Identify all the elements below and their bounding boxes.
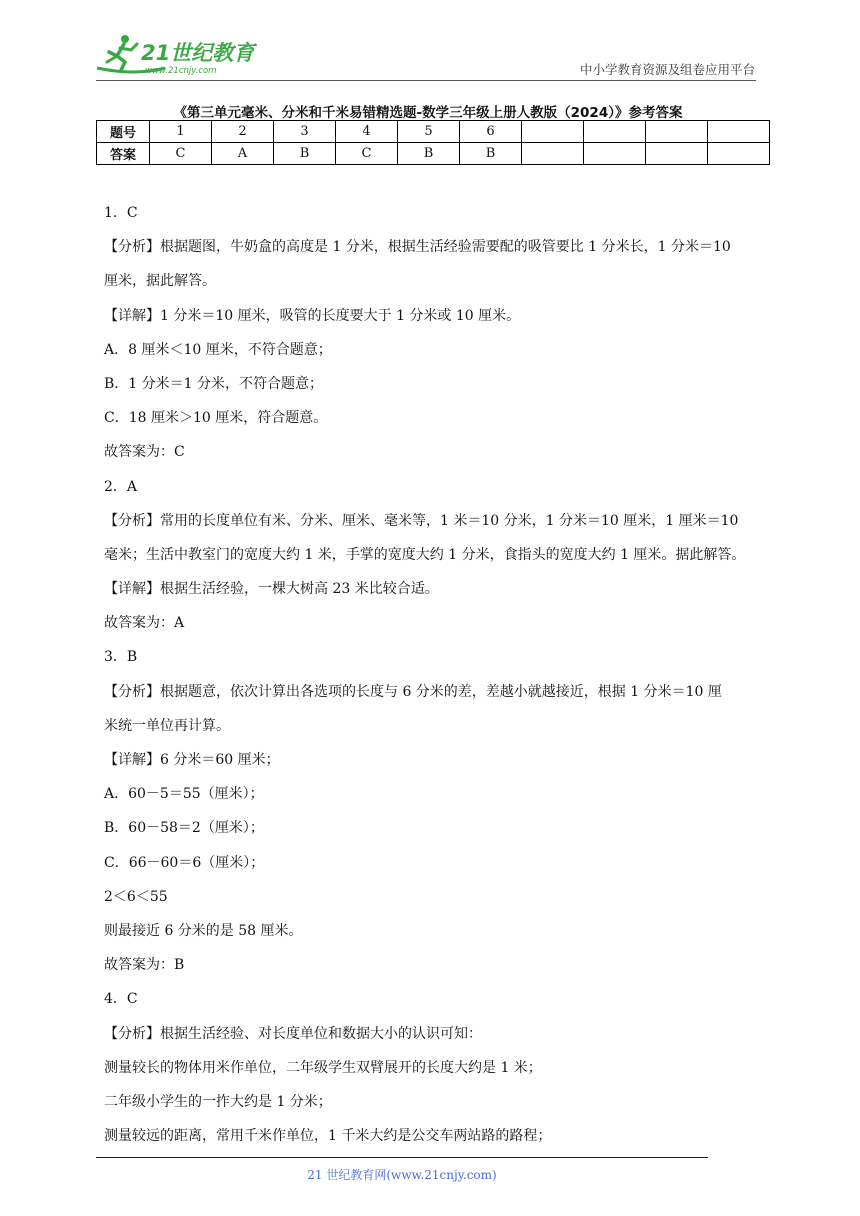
- answer-table-answer-row: [97, 143, 770, 165]
- option-text: A．60－5＝55（厘米）；: [104, 786, 264, 803]
- question-number-cell: [708, 121, 770, 143]
- question-number-cell: 3: [274, 121, 336, 143]
- footer-link[interactable]: 21 世纪教育网(www.21cnjy.com): [307, 1168, 497, 1182]
- analysis-text: 毫米；生活中教室门的宽度大约 1 米，手掌的宽度大约 1 分米，食指头的宽度大约 1 厘米。据此解答。: [104, 546, 746, 563]
- question-number-cell: [584, 121, 646, 143]
- question-number-cell: 1: [150, 121, 212, 143]
- analysis-text: 【分析】根据题图，牛奶盒的高度是 1 分米，根据生活经验需要配的吸管要比 1 分米长，1 分米＝10: [104, 239, 731, 256]
- option-text: C．18 厘米＞10 厘米，符合题意。: [104, 410, 328, 427]
- answer-heading: 2．A: [104, 478, 138, 495]
- detail-text: 则最接近 6 分米的是 58 厘米。: [104, 922, 303, 939]
- platform-label: 中小学教育资源及组卷应用平台: [579, 62, 755, 77]
- answer-cell: B: [274, 143, 336, 165]
- answer-table-number-row: [97, 121, 770, 143]
- question-number-cell: 6: [460, 121, 522, 143]
- answer-cell: B: [398, 143, 460, 165]
- answer-cell: [522, 143, 584, 165]
- answer-table: [96, 120, 770, 165]
- footer-divider: [96, 1157, 708, 1158]
- answer-cell: A: [212, 143, 274, 165]
- runner-logo-icon: [95, 32, 265, 80]
- header-divider: [96, 80, 756, 81]
- answer-cell: C: [150, 143, 212, 165]
- analysis-text: 【分析】根据生活经验、对长度单位和数据大小的认识可知：: [104, 1025, 482, 1042]
- site-logo: [95, 32, 265, 80]
- solution-body: [104, 196, 776, 1153]
- answer-cell: [708, 143, 770, 165]
- answer-heading: 3．B: [104, 649, 138, 666]
- option-text: B．1 分米＝1 分米，不符合题意；: [104, 375, 324, 392]
- analysis-text: 测量较远的距离，常用千米作单位，1 千米大约是公交车两站路的路程；: [104, 1128, 552, 1145]
- analysis-text: 【分析】根据题意，依次计算出各选项的长度与 6 分米的差，差越小就越接近，根据 1 分米＝10 厘: [104, 683, 722, 700]
- detail-text: 【详解】根据生活经验，一棵大树高 23 米比较合适。: [104, 581, 439, 598]
- answer-heading: 1．C: [104, 205, 138, 221]
- answer-cell: B: [460, 143, 522, 165]
- question-number-cell: [522, 121, 584, 143]
- conclusion-text: 故答案为：B: [104, 957, 185, 974]
- answer-cell: [646, 143, 708, 165]
- conclusion-text: 故答案为：C: [104, 444, 185, 461]
- logo-url: www.21cnjy.com: [145, 66, 217, 76]
- number-row-label: 题号: [97, 121, 150, 143]
- analysis-text: 【分析】常用的长度单位有米、分米、厘米、毫米等，1 米＝10 分米，1 分米＝10 厘米，1 厘米＝10: [104, 512, 739, 529]
- analysis-text: 厘米，据此解答。: [104, 273, 216, 290]
- document-title: 《第三单元毫米、分米和千米易错精选题-数学三年级上册人教版（2024）》参考答案: [173, 105, 683, 121]
- question-number-cell: [646, 121, 708, 143]
- question-number-cell: 4: [336, 121, 398, 143]
- option-text: C．66－60＝6（厘米）；: [104, 854, 265, 871]
- answer-cell: C: [336, 143, 398, 165]
- analysis-text: 二年级小学生的一拃大约是 1 分米；: [104, 1093, 332, 1110]
- answer-row-label: 答案: [97, 143, 150, 165]
- analysis-text: 测量较长的物体用米作单位，二年级学生双臂展开的长度大约是 1 米；: [104, 1059, 542, 1076]
- conclusion-text: 故答案为：A: [104, 615, 185, 632]
- detail-text: 【详解】1 分米＝10 厘米，吸管的长度要大于 1 分米或 10 厘米。: [104, 307, 521, 324]
- question-number-cell: 2: [212, 121, 274, 143]
- detail-text: 【详解】6 分米＝60 厘米；: [104, 752, 280, 768]
- answer-heading: 4．C: [104, 991, 138, 1008]
- comparison-text: 2＜6＜55: [104, 888, 168, 905]
- analysis-text: 米统一单位再计算。: [104, 717, 230, 734]
- option-text: B．60－58＝2（厘米）；: [104, 820, 264, 837]
- option-text: A．8 厘米＜10 厘米，不符合题意；: [104, 341, 332, 358]
- logo-text: 21世纪教育: [141, 41, 255, 65]
- question-number-cell: 5: [398, 121, 460, 143]
- answer-cell: [584, 143, 646, 165]
